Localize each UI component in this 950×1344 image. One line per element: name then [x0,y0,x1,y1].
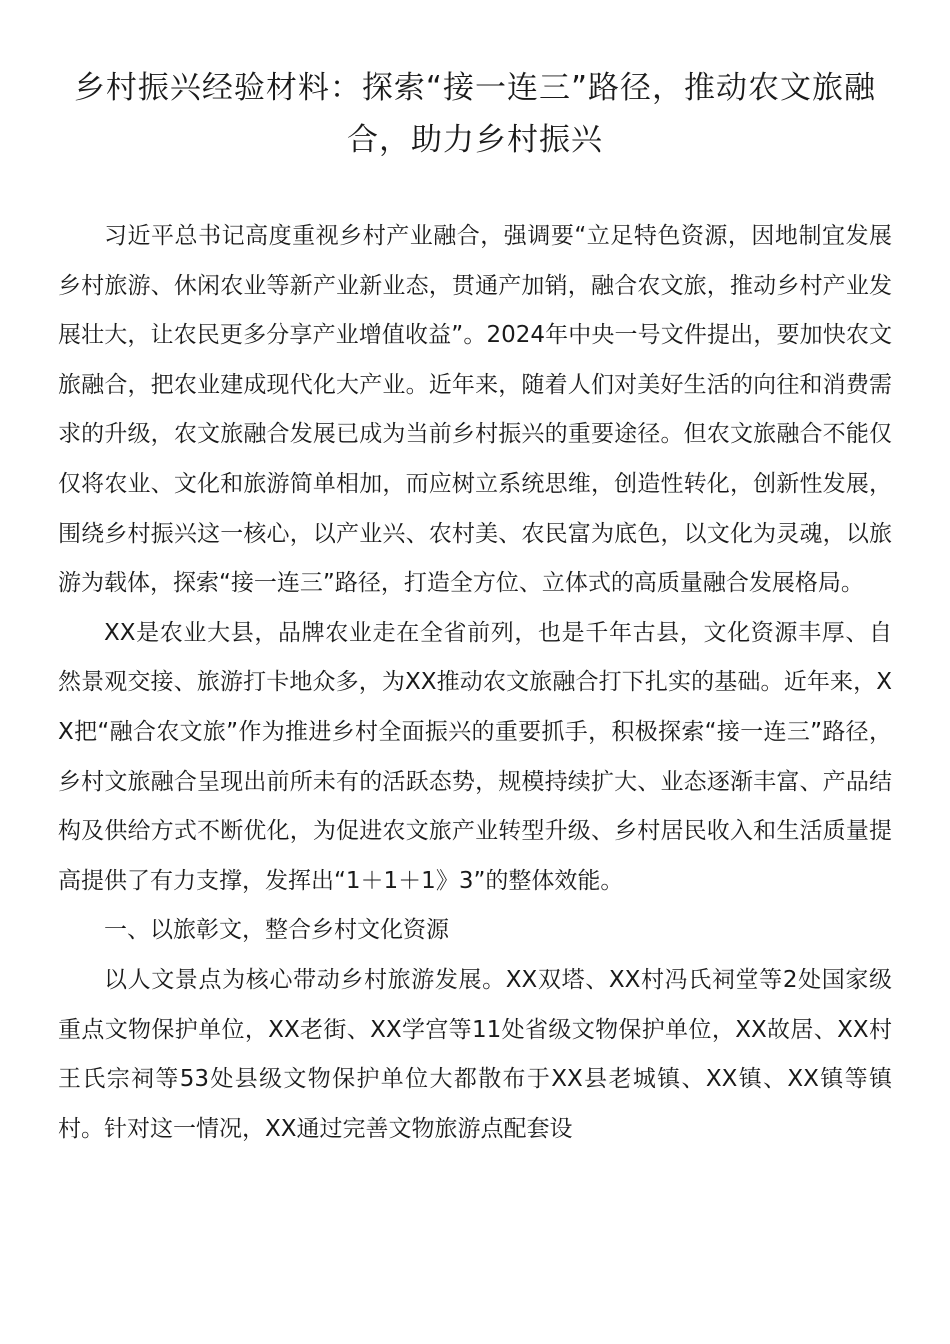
section-heading: 一、以旅彰文，整合乡村文化资源 [104,917,449,944]
section-paragraph: 以人文景点为核心带动乡村旅游发展。XX双塔、XX村冯氏祠堂等2处国家级重点文物保护单位，XX老街、XX学宫等11处省级文物保护单位，XX故居、XX村王氏宗祠等53处县级文物保护单位大都散布于XX县老城镇、XX镇、XX镇等镇村。针对这一情况，XX通过完善文物旅游点配套设 [58,966,892,1142]
document-body [58,212,892,1154]
body-paragraph-2: XX是农业大县，品牌农业走在全省前列，也是千年古县，文化资源丰厚、自然景观交接、旅游打卡地众多，为XX推动农文旅融合打下扎实的基础。近年来，XX把“融合农文旅”作为推进乡村全面振兴的重要抓手，积极探索“接一连三”路径，乡村文旅融合呈现出前所未有的活跃态势，规模持续扩大、业态逐渐丰富、产品结构及供给方式不断优化，为促进农文旅产业转型升级、乡村居民收入和生活质量提高提供了有力支撑，发挥出“1＋1＋1》3”的整体效能。 [58,619,892,894]
body-paragraph-1: 习近平总书记高度重视乡村产业融合，强调要“立足特色资源，因地制宜发展乡村旅游、休闲农业等新产业新业态，贯通产加销，融合农文旅，推动乡村产业发展壮大，让农民更多分享产业增值收益”。2024年中央一号文件提出，要加快农文旅融合，把农业建成现代化大产业。近年来，随着人们对美好生活的向往和消费需求的升级，农文旅融合发展已成为当前乡村振兴的重要途径。但农文旅融合不能仅仅将农业、文化和旅游简单相加，而应树立系统思维，创造性转化，创新性发展，围绕乡村振兴这一核心，以产业兴、农村美、农民富为底色，以文化为灵魂，以旅游为载体，探索“接一连三”路径，打造全方位、立体式的高质量融合发展格局。 [58,223,892,597]
document-title: 乡村振兴经验材料：探索“接一连三”路径，推动农文旅融合，助力乡村振兴 [73,70,877,158]
